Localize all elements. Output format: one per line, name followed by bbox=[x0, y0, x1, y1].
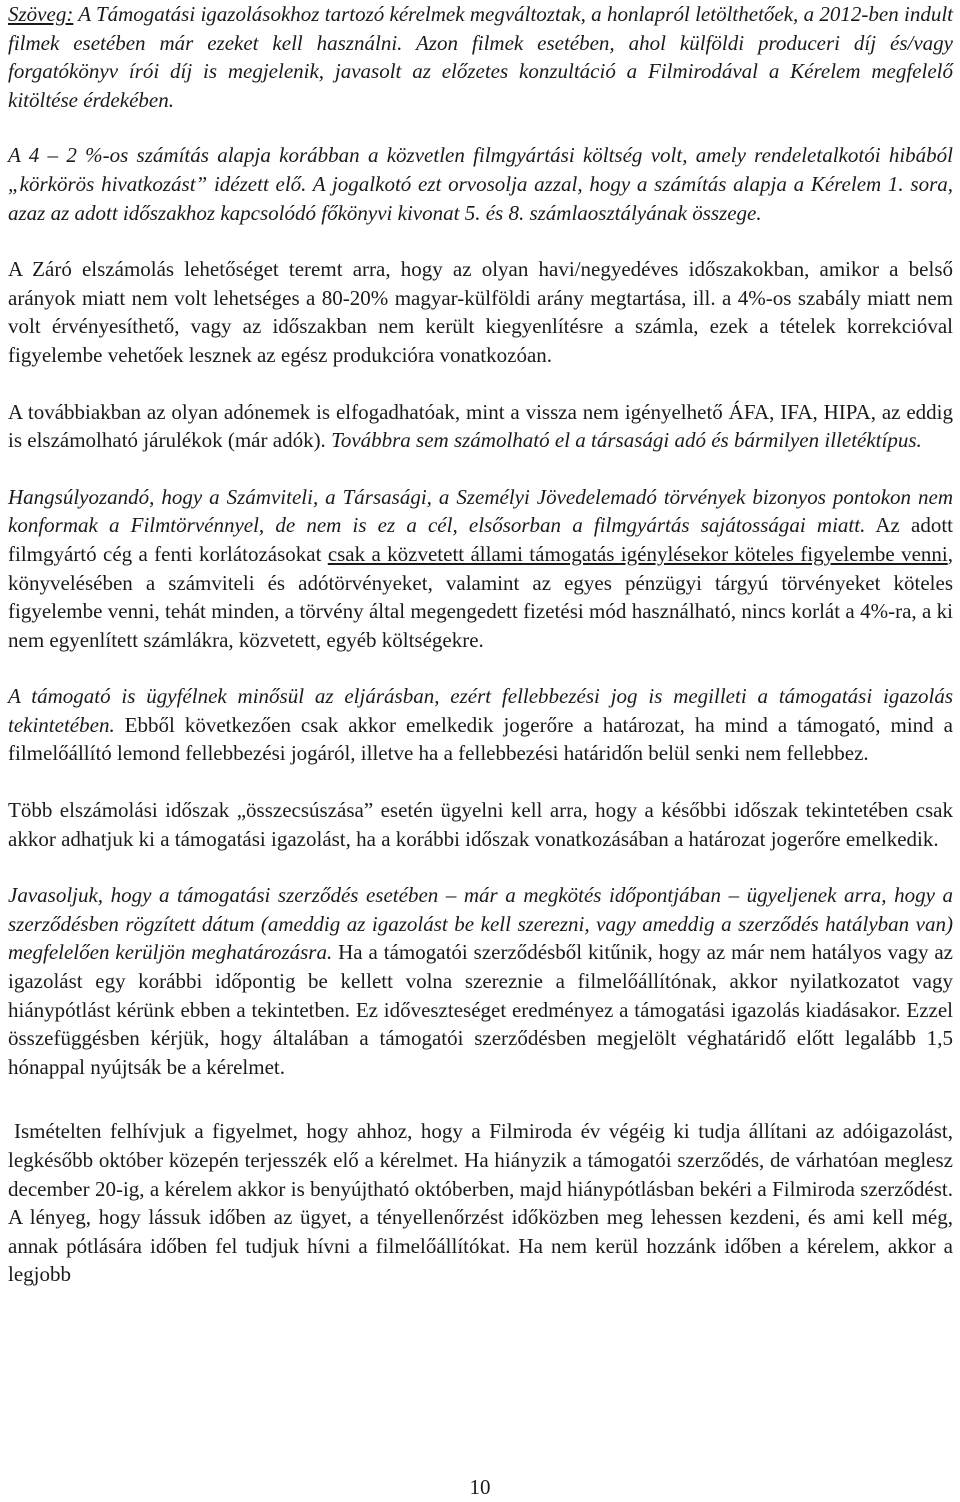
paragraph-8-text: Ha a támogatói szerződésből kitűnik, hogy az már nem hatályos vagy az igazolást egy korábbi időpontig be kellett volna szereznie a filmelőállítónak, akkor nyilatkozatot vagy hiánypótlást kérünk ebben a tekintetben. Ez időveszteséget eredményez a támogatási igazolás kiadásakor. Ezzel összefüggésben kérjük, hogy általában a támogatói szerződésben megjelölt véghatáridő előtt legalább 1,5 hónappal nyújtsák be a kérelmet. bbox=[8, 940, 953, 1079]
document-page bbox=[8, 0, 953, 1317]
paragraph-4-text: A továbbiakban az olyan adónemek is elfogadhatóak, mint a vissza nem igényelhető ÁFA, IFA, HIPA, az eddig is elszámolható járulékok (már adók). bbox=[8, 399, 953, 453]
paragraph-1 bbox=[8, 0, 953, 114]
paragraph-3: A Záró elszámolás lehetőséget teremt arra, hogy az olyan havi/negyedéves időszakokban, amikor a belső arányok miatt nem volt lehetséges a 80-20% magyar-külföldi arány megtartása, ill. a 4%-os szabály miatt nem volt érvényesíthető, vagy az időszakban nem került kiegyenlítésre a számla, ezek a tételek korrekcióval figyelembe vehetőek lesznek az egész produkcióra vonatkozóan. bbox=[8, 257, 953, 367]
paragraph-1-text: A Támogatási igazolásokhoz tartozó kérelmek megváltoztak, a honlapról letölthetőek, a 2012-ben indult filmek esetében már ezeket kell használni. Azon filmek esetében, ahol külföldi produceri díj és/vagy forgatókönyv írói díj is megjelenik, javasolt az előzetes konzultáció a Filmirodával a Kérelem megfelelő kitöltése érdekében. bbox=[8, 2, 953, 112]
paragraph-8 bbox=[8, 881, 953, 1081]
paragraph-2 bbox=[8, 141, 953, 227]
paragraph-4-italic: Továbbra sem számolható el a társasági adó és bármilyen illetéktípus. bbox=[325, 428, 922, 453]
paragraph-4 bbox=[8, 398, 953, 455]
paragraph-6 bbox=[8, 682, 953, 768]
paragraph-2-italic: A 4 – 2 %-os számítás alapja korábban a közvetlen filmgyártási költség volt, amely rendeletalkotói hibából „körkörös hivatkozást” idézett elő. bbox=[8, 143, 953, 196]
page-number: 10 bbox=[469, 1475, 491, 1499]
paragraph-7: Több elszámolási időszak „összecsúszása” esetén ügyelni kell arra, hogy a későbbi időszak tekintetében csak akkor adhatjuk ki a támogatási igazolást, ha a korábbi időszak vonatkozásában a határozat jogerőre emelkedik. bbox=[8, 798, 953, 851]
paragraph-8-italic: Javasoljuk, hogy a támogatási szerződés esetében – már a megkötés időpontjában – ügyeljenek arra, hogy a szerződésben rögzített dátum (ameddig az igazolást be kell szerezni, vagy ameddig a szerződés hatályban van) megfelelően kerüljön meghatározásra. bbox=[8, 883, 953, 965]
paragraph-5-underlined: csak a közvetett állami támogatás igénylésekor köteles figyelembe venni bbox=[327, 541, 948, 566]
paragraph-5-text-after: , könyvelésében a számviteli és adótörvényeket, valamint az egyes pénzügyi tárgyú törvényeket köteles figyelembe venni, tehát minden, a törvény által megengedett fizetési mód használható, nincs korlát a 4%-ra, a ki nem egyenlített számlákra, közvetett, egyéb költségekre. bbox=[8, 541, 953, 652]
paragraph-5-italic: Hangsúlyozandó, hogy a Számviteli, a Társasági, a Személyi Jövedelemadó törvények bizonyos pontokon nem konformak a Filmtörvénnyel, de nem is ez a cél, elsősorban a filmgyártás sajátosságai miatt. bbox=[8, 484, 953, 538]
paragraph-9: Ismételten felhívjuk a figyelmet, hogy ahhoz, hogy a Filmiroda év végéig ki tudja állítani az adóigazolást, legkésőbb október közepén terjesszék elő a kérelmet. Ha hiányzik a támogatói szerződés, de várhatóan meglesz december 20-ig, a kérelem akkor is benyújtható októberben, majd hiánypótlásban bekéri a Filmiroda szerződést. A lényeg, hogy lássuk időben az ügyet, a tényellenőrzést időközben meg lehessen kezdeni, és ami kell még, annak pótlására időben fel tudjuk hívni a filmelőállítókat. Ha nem kerül hozzánk időben a kérelem, akkor a legjobb bbox=[8, 1119, 953, 1287]
paragraph-2-text: A jogalkotó ezt orvosolja azzal, hogy a számítás alapja a Kérelem 1. sora, azaz az adott időszakhoz kapcsolódó főkönyvi kivonat 5. és 8. számlaosztályának összege. bbox=[8, 171, 953, 225]
label-szoveg: Szöveg: bbox=[8, 2, 74, 26]
paragraph-6-italic: A támogató is ügyfélnek minősül az eljárásban, ezért fellebbezési jog is megilleti a támogatási igazolás tekintetében. bbox=[8, 684, 953, 737]
paragraph-5-text-before: Az adott filmgyártó cég a fenti korlátozásokat bbox=[8, 513, 953, 566]
paragraph-5 bbox=[8, 483, 953, 655]
paragraph-6-text: Ebből következően csak akkor emelkedik jogerőre a határozat, ha mind a támogató, mind a filmelőállító lemond fellebbezési jogáról, illetve ha a fellebbezési határidőn belül senki nem fellebbez. bbox=[8, 712, 953, 766]
